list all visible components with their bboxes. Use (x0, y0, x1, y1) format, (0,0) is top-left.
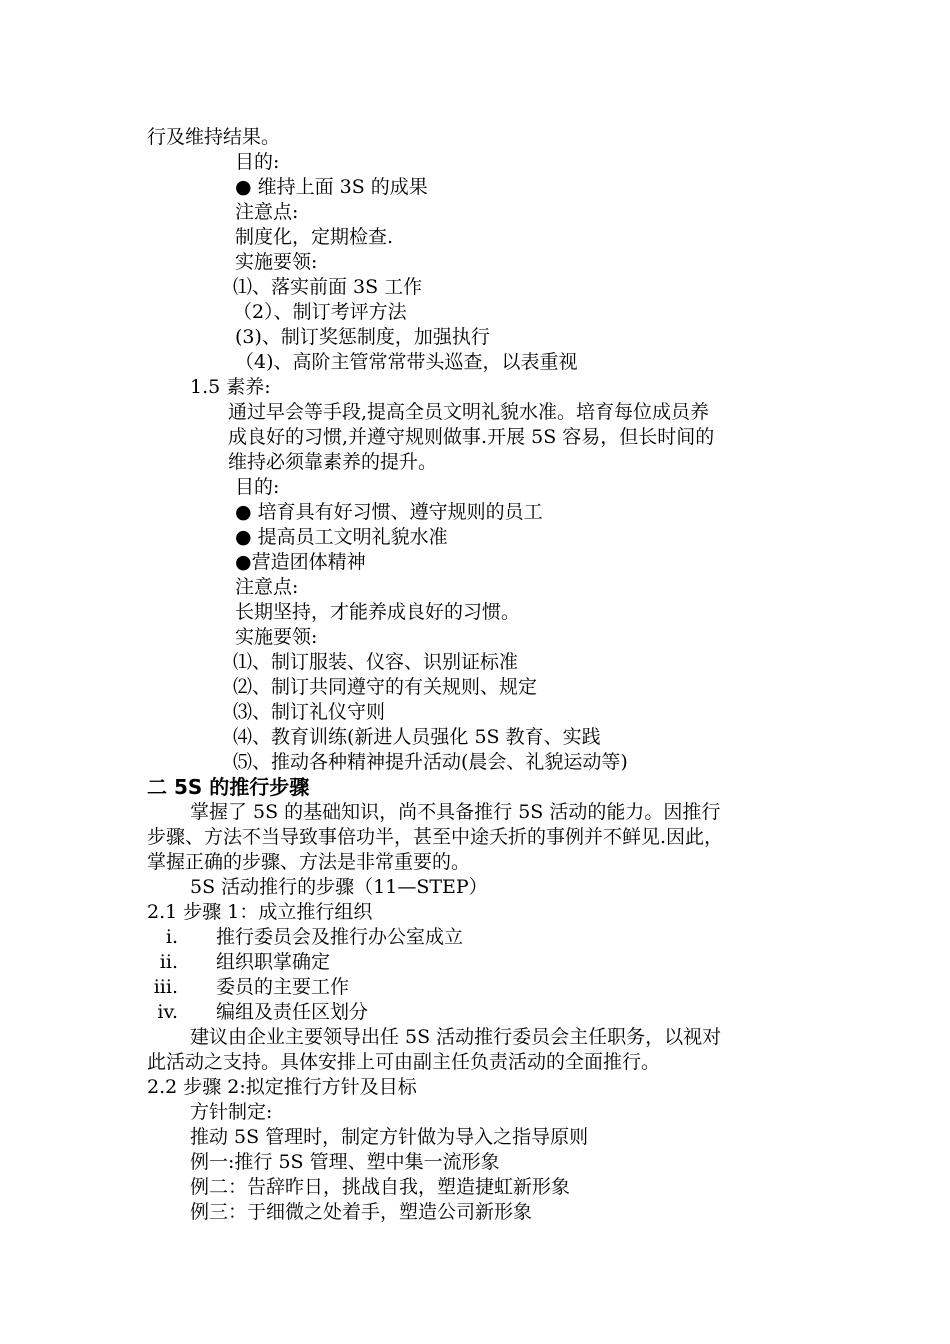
text-line: 方针制定: (190, 1101, 273, 1123)
list-item: ⑷、教育训练(新进人员强化 5S 教育、实践 (233, 726, 601, 748)
text-line: 注意点: (235, 576, 299, 598)
paragraph-line: 通过早会等手段,提高全员文明礼貌水准。培育每位成员养 (228, 401, 710, 423)
section-heading: 2.1 步骤 1：成立推行组织 (147, 901, 373, 923)
text-line: 实施要领: (235, 626, 318, 648)
list-item: （4)、高阶主管常常带头巡查，以表重视 (235, 351, 578, 373)
list-item: ⑴、落实前面 3S 工作 (233, 276, 423, 298)
paragraph-line: 维持必须靠素养的提升。 (228, 451, 438, 473)
example-line: 例三：于细微之处着手，塑造公司新形象 (190, 1201, 533, 1223)
roman-numeral: ii. (159, 951, 178, 973)
list-item: （2）、制订考评方法 (233, 301, 407, 323)
example-line: 例一:推行 5S 管理、塑中集一流形象 (190, 1151, 500, 1173)
paragraph-line: 掌握正确的步骤、方法是非常重要的。 (147, 851, 471, 873)
section-heading: 2.2 步骤 2:拟定推行方针及目标 (147, 1076, 417, 1098)
bullet-item: ● 提高员工文明礼貌水准 (235, 526, 448, 548)
bullet-item: ● 维持上面 3S 的成果 (235, 176, 428, 198)
example-line: 例二：告辞昨日，挑战自我，塑造捷虹新形象 (190, 1176, 571, 1198)
list-item: (3)、制订奖惩制度，加强执行 (235, 326, 490, 348)
list-item: 委员的主要工作 (216, 976, 350, 998)
list-item: ⑵、制订共同遵守的有关规则、规定 (233, 676, 538, 698)
paragraph-line: 掌握了 5S 的基础知识，尚不具备推行 5S 活动的能力。因推行 (190, 801, 721, 823)
text-line: 长期坚持，才能养成良好的习惯。 (235, 601, 521, 623)
roman-numeral: iii. (153, 976, 178, 998)
chapter-heading: 二 5S 的推行步骤 (147, 775, 310, 799)
list-item: 组织职掌确定 (216, 951, 331, 973)
roman-numeral: iv. (157, 1001, 178, 1023)
text-line: 推动 5S 管理时，制定方针做为导入之指导原则 (190, 1126, 589, 1148)
paragraph-line: 成良好的习惯,并遵守规则做事.开展 5S 容易，但长时间的 (228, 426, 715, 448)
list-item: ⑸、推动各种精神提升活动(晨会、礼貌运动等) (233, 751, 628, 773)
text-line: 行及维持结果。 (147, 126, 281, 148)
roman-numeral: i. (165, 926, 178, 948)
paragraph-line: 步骤、方法不当导致事倍功半，甚至中途夭折的事例并不鲜见.因此， (147, 826, 724, 848)
bullet-item: ● 培育具有好习惯、遵守规则的员工 (235, 501, 543, 523)
bullet-item: ●营造团体精神 (235, 551, 366, 573)
paragraph-line: 建议由企业主要领导出任 5S 活动推行委员会主任职务，以视对 (190, 1026, 722, 1048)
list-item: ⑴、制订服装、仪容、识别证标准 (233, 651, 519, 673)
text-line: 目的: (235, 476, 280, 498)
list-item: 编组及责任区划分 (216, 1001, 369, 1023)
text-line: 目的: (235, 151, 280, 173)
section-heading: 1.5 素养: (190, 376, 271, 398)
list-item: 推行委员会及推行办公室成立 (216, 926, 464, 948)
text-line: 5S 活动推行的步骤（11—STEP） (190, 876, 488, 898)
list-item: ⑶、制订礼仪守则 (233, 701, 386, 723)
text-line: 制度化，定期检查. (235, 226, 394, 248)
text-line: 注意点: (235, 201, 299, 223)
text-line: 实施要领: (235, 251, 318, 273)
paragraph-line: 此活动之支持。具体安排上可由副主任负责活动的全面推行。 (147, 1051, 661, 1073)
